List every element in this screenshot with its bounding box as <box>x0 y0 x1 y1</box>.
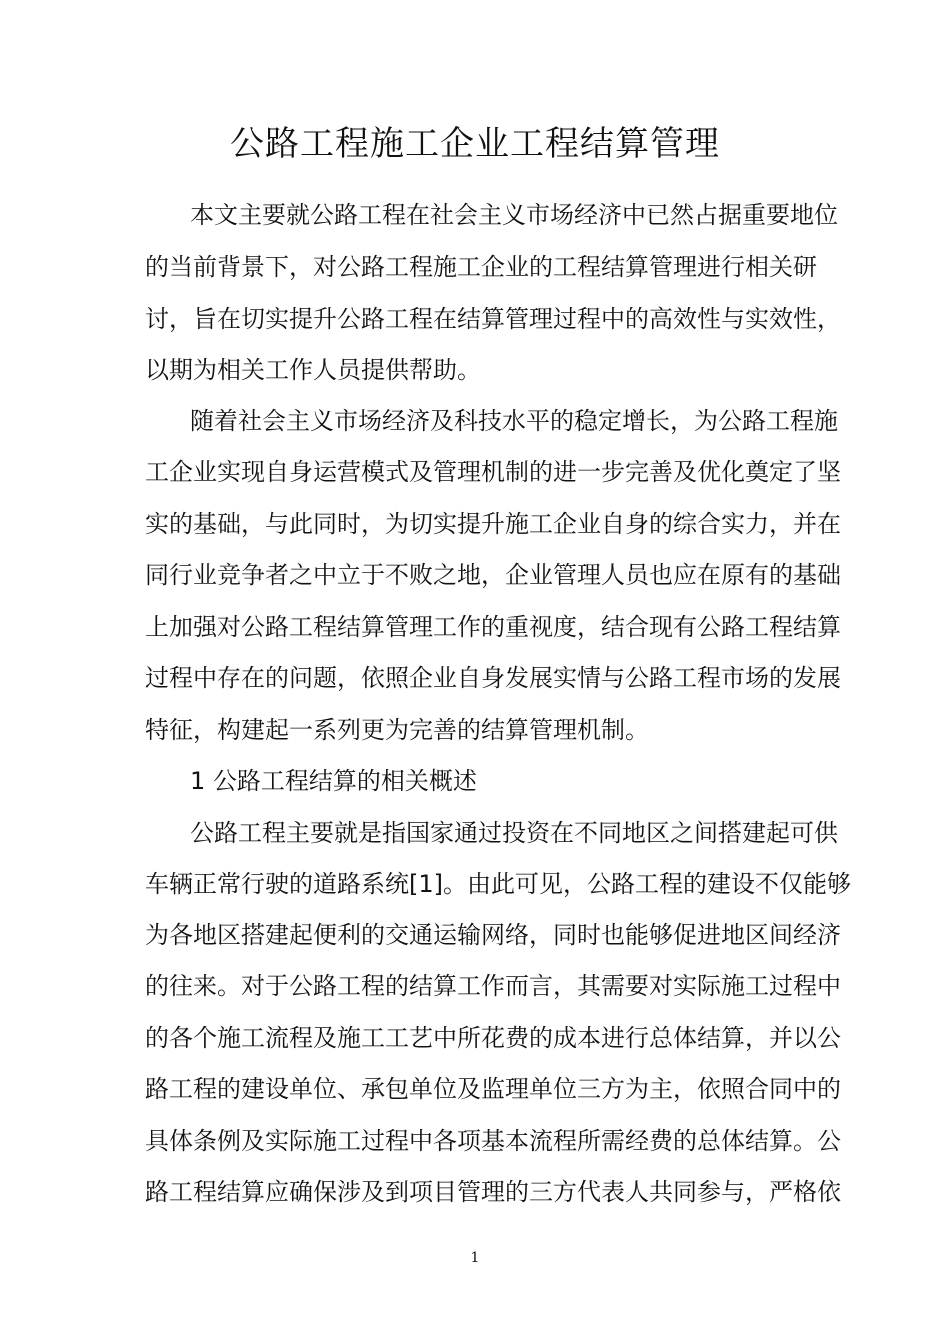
paragraph-line: 本文主要就公路工程在社会主义市场经济中已然占据重要地位 <box>190 201 838 229</box>
page-number: 1 <box>470 1250 480 1266</box>
paragraph-line: 过程中存在的问题，依照企业自身发展实情与公路工程市场的发展 <box>145 664 841 692</box>
paragraph-line: 的各个施工流程及施工工艺中所花费的成本进行总体结算，并以公 <box>145 1024 841 1052</box>
paragraph-line: 工企业实现自身运营模式及管理机制的进一步完善及优化奠定了坚 <box>145 458 841 486</box>
paragraph-line: 以期为相关工作人员提供帮助。 <box>145 356 481 384</box>
paragraph-line: 的往来。对于公路工程的结算工作而言，其需要对实际施工过程中 <box>145 972 841 1000</box>
paragraph-line: 同行业竞争者之中立于不败之地，企业管理人员也应在原有的基础 <box>145 561 841 589</box>
paragraph-line: 路工程结算应确保涉及到项目管理的三方代表人共同参与，严格依 <box>145 1178 841 1206</box>
section-heading: 1 公路工程结算的相关概述 <box>190 767 477 795</box>
paragraph-line: 公路工程主要就是指国家通过投资在不同地区之间搭建起可供 <box>190 819 838 847</box>
paragraph-line: 讨，旨在切实提升公路工程在结算管理过程中的高效性与实效性， <box>145 305 841 333</box>
paragraph-line: 实的基础，与此同时，为切实提升施工企业自身的综合实力，并在 <box>145 510 841 538</box>
paragraph-line: 上加强对公路工程结算管理工作的重视度，结合现有公路工程结算 <box>145 613 841 641</box>
document-title: 公路工程施工企业工程结算管理 <box>230 124 720 164</box>
paragraph-line: 的当前背景下，对公路工程施工企业的工程结算管理进行相关研 <box>145 253 817 281</box>
paragraph-line: 为各地区搭建起便利的交通运输网络，同时也能够促进地区间经济 <box>145 921 841 949</box>
paragraph-line: 路工程的建设单位、承包单位及监理单位三方为主，依照合同中的 <box>145 1075 841 1103</box>
paragraph-line: 车辆正常行驶的道路系统[1]。由此可见，公路工程的建设不仅能够 <box>145 870 851 898</box>
paragraph-line: 具体条例及实际施工过程中各项基本流程所需经费的总体结算。公 <box>145 1127 841 1155</box>
paragraph-line: 随着社会主义市场经济及科技水平的稳定增长，为公路工程施 <box>190 407 838 435</box>
paragraph-line: 特征，构建起一系列更为完善的结算管理机制。 <box>145 716 649 744</box>
